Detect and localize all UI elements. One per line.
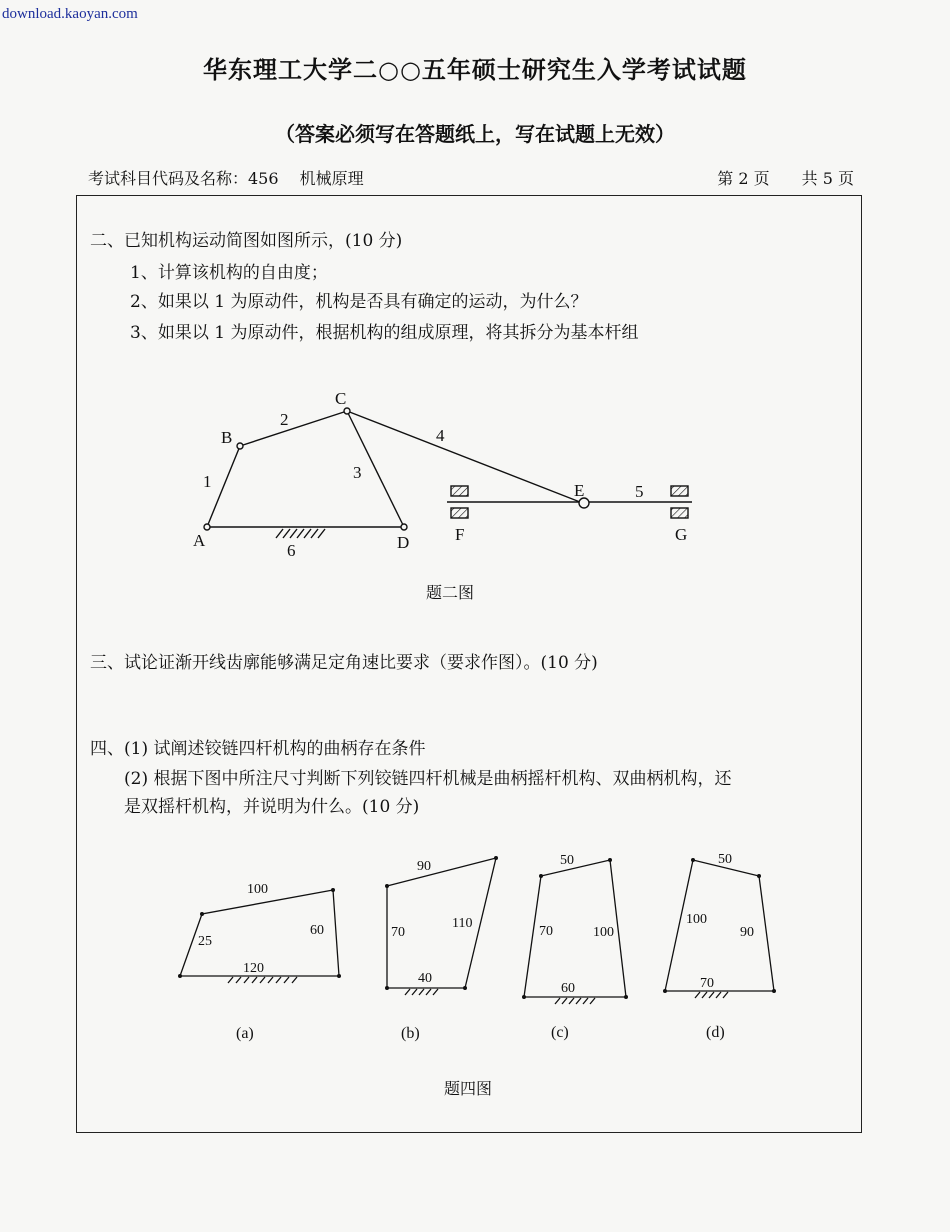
q2-item-2: 2、如果以 1 为原动件，机构是否具有确定的运动，为什么？: [130, 292, 588, 312]
figure-label-c: (c): [551, 1024, 569, 1041]
ground-hatch-6: [276, 529, 325, 538]
dim-d-100: 100: [686, 912, 707, 927]
dim-c-50: 50: [560, 853, 574, 868]
figure-label-d: (d): [706, 1024, 725, 1041]
q3-stem: 三、试论证渐开线齿廓能够满足定角速比要求（要求作图）。(10 分): [90, 653, 598, 673]
link-label-1: 1: [203, 472, 212, 491]
exam-title: 华东理工大学二○○五年硕士研究生入学考试试题: [203, 55, 747, 84]
guide-G-top: [671, 486, 688, 496]
dim-a-100: 100: [247, 882, 268, 897]
link-label-2: 2: [280, 410, 289, 429]
figure-label-b: (b): [401, 1025, 420, 1042]
q2-item-1: 1、计算该机构的自由度；: [130, 263, 328, 283]
subject-info: 考试科目代码及名称：456 机械原理: [88, 169, 364, 188]
q4-line-3: 是双摇杆机构，并说明为什么。(10 分): [124, 797, 420, 817]
guide-F-bottom: [451, 508, 468, 518]
dim-a-60: 60: [310, 923, 324, 938]
point-label-B: B: [221, 428, 233, 447]
dim-d-50: 50: [718, 852, 732, 867]
q4-line-2: (2) 根据下图中所注尺寸判断下列铰链四杆机械是曲柄摇杆机构、双曲柄机构，还: [124, 769, 732, 789]
link-label-6: 6: [287, 541, 296, 560]
ground-hatch-c: [555, 998, 595, 1004]
q2-stem: 二、已知机构运动简图如图所示，(10 分): [90, 231, 403, 251]
q2-figure-caption: 题二图: [426, 585, 475, 602]
q4-figure-caption: 题四图: [444, 1081, 493, 1098]
link-label-5: 5: [635, 482, 644, 501]
link-1: [207, 446, 240, 527]
point-label-E: E: [574, 481, 585, 500]
dim-c-60: 60: [561, 981, 575, 996]
q4-stem: 四、(1) 试阐述铰链四杆机构的曲柄存在条件: [90, 739, 426, 759]
point-label-F: F: [455, 525, 465, 544]
dim-a-120: 120: [243, 961, 264, 976]
exam-notice: （答案必须写在答题纸上，写在试题上无效）: [275, 122, 675, 146]
joint-D: [401, 524, 407, 530]
joint-A: [204, 524, 210, 530]
point-label-G: G: [675, 525, 688, 544]
dim-d-90: 90: [740, 925, 754, 940]
ground-hatch-b: [405, 989, 438, 995]
link-label-3: 3: [353, 463, 362, 482]
dim-a-25: 25: [198, 934, 212, 949]
dim-b-110: 110: [452, 916, 473, 931]
q2-item-3: 3、如果以 1 为原动件，根据机构的组成原理，将其拆分为基本杆组: [130, 323, 639, 343]
linkage-d: [665, 860, 774, 998]
dim-b-90: 90: [417, 859, 431, 874]
dim-b-70: 70: [391, 925, 405, 940]
point-label-A: A: [193, 531, 206, 550]
figure-label-a: (a): [236, 1025, 254, 1042]
guide-F-top: [451, 486, 468, 496]
point-label-D: D: [397, 533, 410, 552]
link-2: [240, 411, 347, 446]
link-label-4: 4: [436, 426, 445, 445]
page-info: 第 2 页 共 5 页: [717, 169, 854, 188]
ground-hatch-d: [695, 992, 728, 998]
guide-G-bottom: [671, 508, 688, 518]
point-label-C: C: [335, 389, 347, 408]
ground-hatch-a: [228, 977, 297, 983]
dim-c-70: 70: [539, 924, 553, 939]
dim-d-70: 70: [700, 976, 714, 991]
dim-b-40: 40: [418, 971, 432, 986]
watermark-text: download.kaoyan.com: [2, 6, 138, 22]
dim-c-100: 100: [593, 925, 614, 940]
joint-C: [344, 408, 350, 414]
q2-mechanism-diagram: [204, 408, 692, 538]
joint-B: [237, 443, 243, 449]
